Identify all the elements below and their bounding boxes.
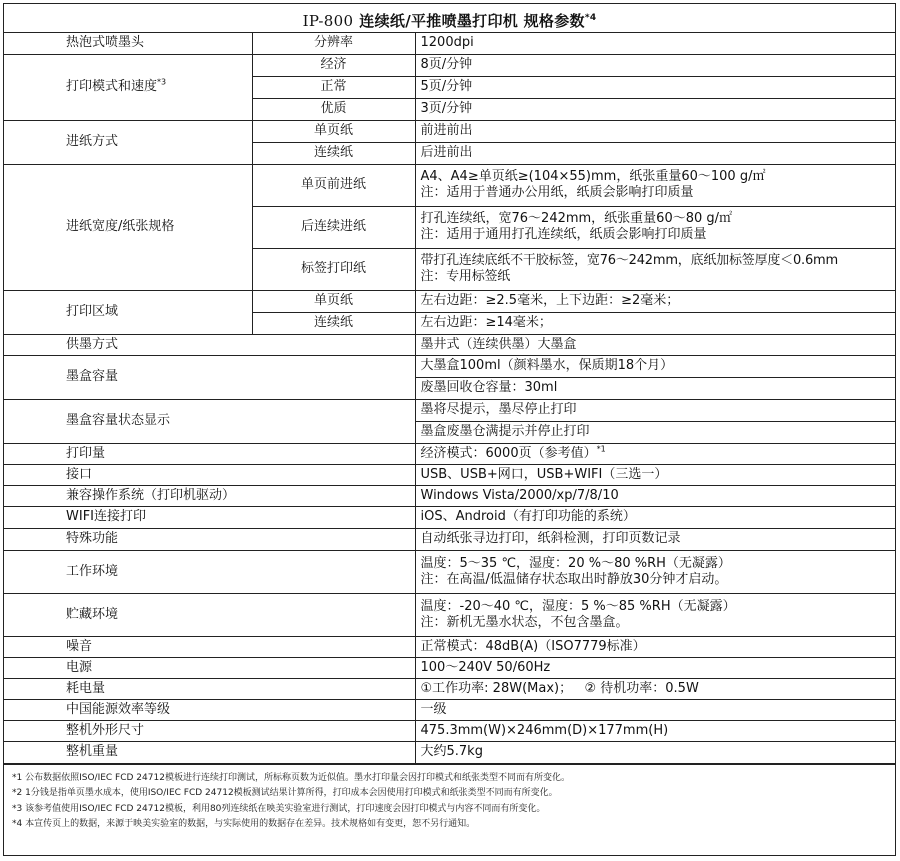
row-value: 自动纸张寻边打印，纸斜检测，打印页数记录: [415, 528, 895, 550]
row-value: 后进前出: [415, 142, 895, 164]
table-row: [4, 699, 895, 720]
table-row: [4, 443, 895, 464]
row-value: 墨井式（连续供墨）大墨盒: [415, 334, 895, 355]
row-label: 接口: [4, 464, 415, 485]
row-value: 正常模式：48dB(A)（ISO7779标准）: [415, 636, 895, 657]
footnote: *2 1分钱是指单页墨水成本，使用ISO/IEC FCD 24712模板测试结果计算所得，打印成本会因使用打印模式和纸张类型不同而有所变化。: [12, 788, 558, 798]
row-value: iOS、Android（有打印功能的系统）: [415, 506, 895, 528]
row-value: 经济模式：6000页（参考值）$^{*1}$: [415, 443, 895, 464]
table-row: [4, 355, 895, 377]
row-label: 打印量: [4, 443, 415, 464]
row-label: 墨盒容量: [4, 355, 415, 399]
table-row: [4, 334, 895, 355]
row-sublabel: 正常: [252, 76, 415, 98]
row-value: 100～240V 50/60Hz: [415, 657, 895, 678]
table-row: [4, 54, 895, 76]
table-row: [4, 120, 895, 142]
row-sublabel: 优质: [252, 98, 415, 120]
table-row: [4, 528, 895, 550]
spec-table: [4, 33, 895, 764]
table-row: [4, 657, 895, 678]
row-label: 进纸方式: [4, 120, 252, 164]
row-value: USB、USB+网口，USB+WIFI（三选一）: [415, 464, 895, 485]
table-row: [4, 33, 895, 54]
row-value: 1200dpi: [415, 33, 895, 54]
row-label: 工作环境: [4, 550, 415, 593]
row-label: 进纸宽度/纸张规格: [4, 164, 252, 290]
row-sublabel: 单页纸: [252, 120, 415, 142]
row-value: 8页/分钟: [415, 54, 895, 76]
row-label: 噪音: [4, 636, 415, 657]
row-sublabel: 单页纸: [252, 290, 415, 312]
row-value: 墨将尽提示，墨尽停止打印: [415, 399, 895, 421]
table-row: [4, 290, 895, 312]
row-label: 耗电量: [4, 678, 415, 699]
footnote: *3 该参考值使用ISO/IEC FCD 24712模板，利用80列连续纸在映美实验室进行测试，打印速度会因打印模式与内容不同而有所变化。: [12, 803, 546, 814]
row-sublabel: 单页前进纸: [252, 164, 415, 206]
table-row: [4, 678, 895, 699]
row-label: 兼容操作系统（打印机驱动）: [4, 485, 415, 506]
row-value: 带打孔连续底纸不干胶标签，宽76～242mm，底纸加标签厚度＜0.6mm 注：专用标签纸: [415, 248, 895, 290]
row-value: 475.3mm(W)×246mm(D)×177mm(H): [415, 720, 895, 741]
footnote-mark: *3: [157, 77, 167, 87]
model-name: IP-800: [302, 12, 354, 30]
table-row: [4, 593, 895, 636]
row-value: 大约5.7kg: [415, 741, 895, 763]
row-sublabel: 分辨率: [252, 33, 415, 54]
row-label: 电源: [4, 657, 415, 678]
row-value: 墨盒废墨仓满提示并停止打印: [415, 421, 895, 443]
row-value: 左右边距：≥2.5毫米，上下边距：≥2毫米；: [415, 290, 895, 312]
title-text: 连续纸/平推喷墨打印机 规格参数: [359, 12, 585, 30]
row-label: 特殊功能: [4, 528, 415, 550]
row-sublabel: 连续纸: [252, 142, 415, 164]
row-value: 废墨回收仓容量：30ml: [415, 377, 895, 399]
footnotes: [4, 764, 895, 833]
row-label: 热泡式喷墨头: [4, 33, 252, 54]
row-sublabel: 标签打印纸: [252, 248, 415, 290]
row-value: 打孔连续纸，宽76～242mm，纸张重量60～80 g/㎡ 注：适用于通用打孔连续纸，纸质会影响打印质量: [415, 206, 895, 248]
table-row: [4, 164, 895, 206]
table-row: [4, 636, 895, 657]
title-footnote-mark: *4: [584, 13, 597, 23]
row-value: 温度：5～35 ℃，湿度：20 %～80 %RH（无凝露） 注：在高温/低温储存状态取出时静放30分钟才启动。: [415, 550, 895, 593]
spec-sheet: [3, 3, 896, 856]
row-sublabel: 连续纸: [252, 312, 415, 334]
row-label: 供墨方式: [4, 334, 415, 355]
table-row: [4, 720, 895, 741]
row-label: 整机重量: [4, 741, 415, 763]
row-label: 墨盒容量状态显示: [4, 399, 415, 443]
row-value: 5页/分钟: [415, 76, 895, 98]
row-label: 中国能源效率等级: [4, 699, 415, 720]
row-value: 一级: [415, 699, 895, 720]
footnote-mark: *1: [596, 444, 606, 454]
row-value: 3页/分钟: [415, 98, 895, 120]
row-label: WIFI连接打印: [4, 506, 415, 528]
row-sublabel: 后连续进纸: [252, 206, 415, 248]
table-row: [4, 485, 895, 506]
row-value: ①工作功率: 28W(Max)； ② 待机功率：0.5W: [415, 678, 895, 699]
row-value: Windows Vista/2000/xp/7/8/10: [415, 485, 895, 506]
row-value: A4、A4≥单页纸≥(104×55)mm，纸张重量60～100 g/㎡ 注：适用于普通办公用纸，纸质会影响打印质量: [415, 164, 895, 206]
row-label: 整机外形尺寸: [4, 720, 415, 741]
row-label: 打印模式和速度$^{*3}$: [4, 54, 252, 120]
row-label: 贮藏环境: [4, 593, 415, 636]
page-title: [4, 4, 895, 33]
footnote: *4 本宣传页上的数据，来源于映美实验室的数据，与实际使用的数据存在差异。技术规格如有变更，恕不另行通知。: [12, 819, 476, 829]
table-row: [4, 506, 895, 528]
row-value: 前进前出: [415, 120, 895, 142]
table-row: [4, 550, 895, 593]
row-value: 温度：-20～40 ℃，湿度：5 %～85 %RH（无凝露） 注：新机无墨水状态，不包含墨盒。: [415, 593, 895, 636]
footnote: *1 公布数据依照ISO/IEC FCD 24712模板进行连续打印测试，所标称页数为近似值。墨水打印量会因打印模式和纸张类型不同而有所变化。: [12, 772, 570, 783]
row-label: 打印区域: [4, 290, 252, 334]
table-row: [4, 464, 895, 485]
row-value: 左右边距：≥14毫米；: [415, 312, 895, 334]
table-row: [4, 741, 895, 763]
table-row: [4, 399, 895, 421]
row-sublabel: 经济: [252, 54, 415, 76]
row-value: 大墨盒100ml（颜料墨水，保质期18个月）: [415, 355, 895, 377]
